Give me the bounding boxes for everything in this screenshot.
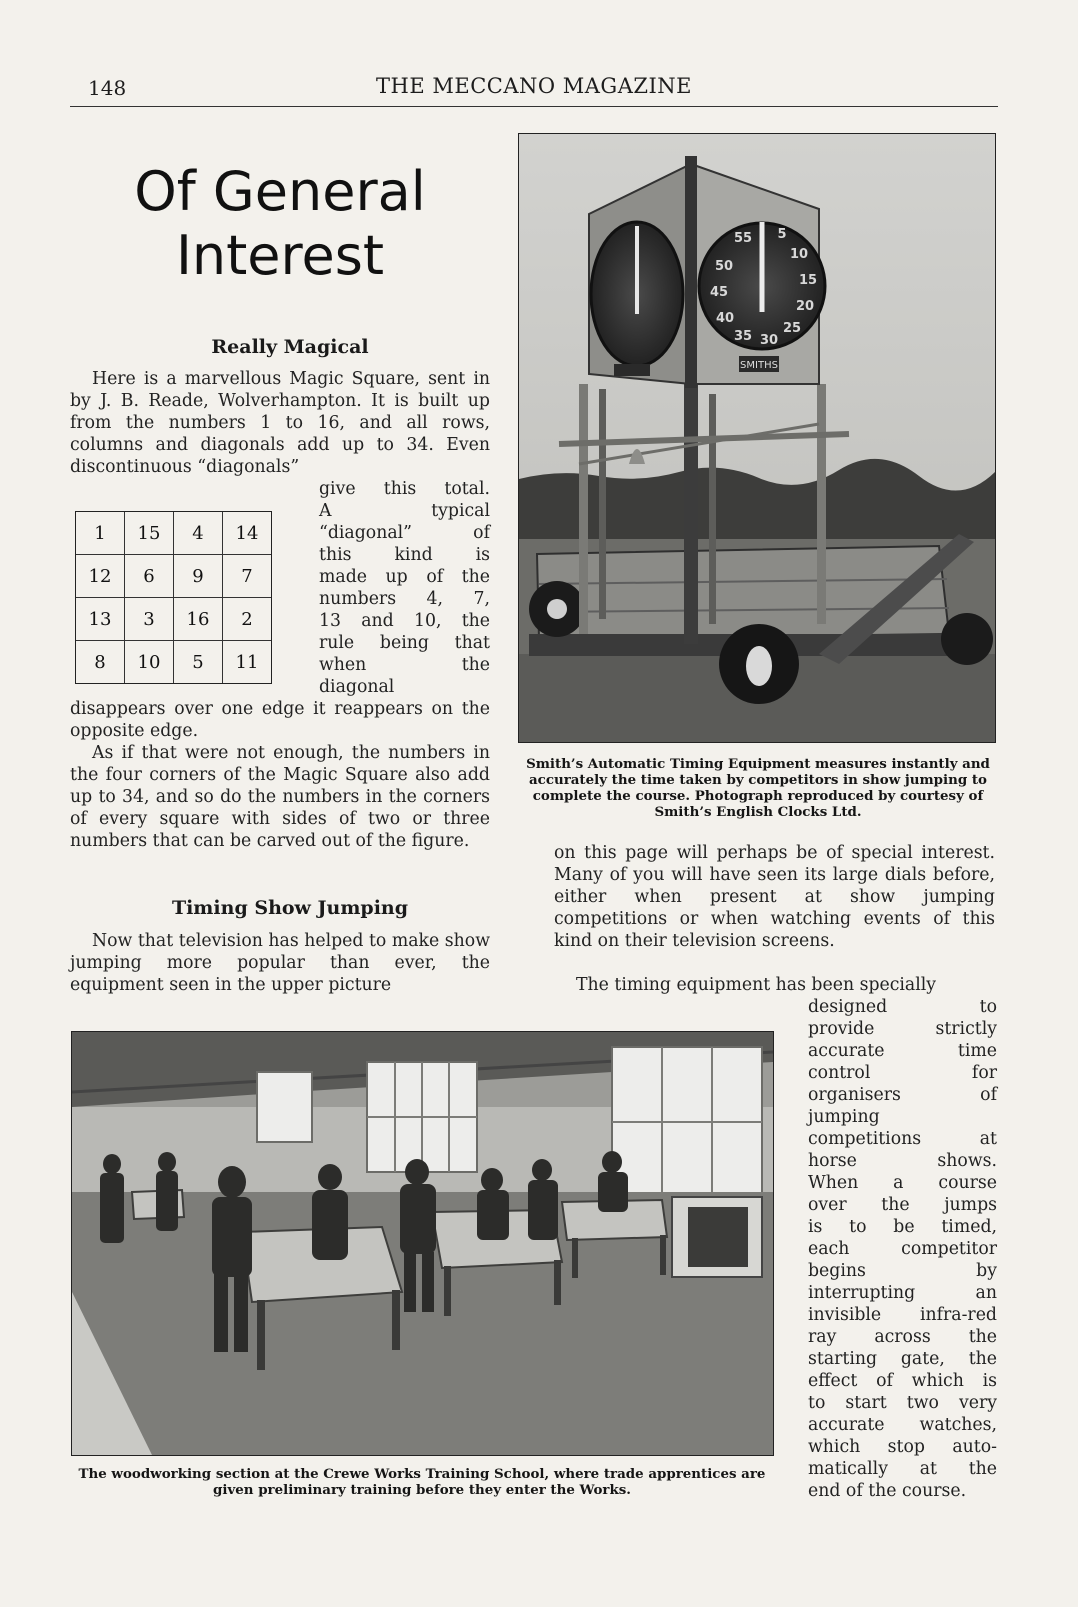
article-title-line-1: Of General (134, 160, 426, 223)
magic-square-side-line: diagonal (319, 677, 395, 697)
magic-square-side-line: made up of the (319, 567, 490, 587)
timing-equipment-photo (518, 133, 996, 743)
timing-narrow-column-line: jumping (808, 1107, 880, 1127)
dial-number: 10 (789, 247, 809, 262)
magic-square-side-line: 13 and 10, the (319, 611, 490, 631)
timing-narrow-column-line: starting gate, the (808, 1349, 997, 1369)
magic-square-cell: 8 (76, 641, 125, 684)
timing-narrow-column-line: matically at the (808, 1459, 997, 1479)
timing-narrow-column-line: invisible infra-red (808, 1305, 997, 1325)
timing-narrow-column-line: each competitor (808, 1239, 997, 1259)
timing-narrow-column-line: over the jumps (808, 1195, 997, 1215)
page-number: 148 (88, 76, 127, 100)
running-header (70, 72, 998, 102)
magic-square-side-line: when the (319, 655, 490, 675)
timing-narrow-column-line: is to be timed, (808, 1217, 997, 1237)
magic-square-cell: 6 (125, 555, 174, 598)
woodworking-photo-caption: The woodworking section at the Crewe Works Training School, where trade apprentices are given preliminary training before they enter the Works. (78, 1466, 766, 1498)
dial-number: 55 (733, 231, 753, 246)
magic-square-cell: 16 (174, 598, 223, 641)
dial-number: 25 (782, 321, 802, 336)
dial-number: 30 (759, 333, 779, 348)
timing-narrow-column-line: accurate time (808, 1041, 997, 1061)
timing-narrow-column-line: control for (808, 1063, 997, 1083)
dial-number: 35 (733, 329, 753, 344)
magic-square-row (76, 598, 272, 641)
timing-narrow-column (808, 996, 997, 1502)
sign-text: SMITHS (740, 360, 778, 371)
dial-number: 50 (714, 259, 734, 274)
article-title (72, 160, 488, 288)
timing-narrow-column-line: accurate watches, (808, 1415, 997, 1435)
dial-number: 15 (798, 273, 818, 288)
magic-square-cell: 12 (76, 555, 125, 598)
section-heading-timing-show-jumping: Timing Show Jumping (171, 897, 409, 919)
magic-square-row (76, 512, 272, 555)
magic-square-cell: 4 (174, 512, 223, 555)
timing-narrow-column-line: to start two very (808, 1393, 997, 1413)
magic-square-paragraph-end: disappears over one edge it reappears on the opposite edge. (70, 699, 490, 741)
timing-paragraph-start: Now that television has helped to make show jumping more popular than ever, the equipment seen in the upper picture (70, 931, 490, 995)
timing-narrow-column-line: provide strictly (808, 1019, 997, 1039)
magic-square-cell: 7 (223, 555, 272, 598)
timing-narrow-column-line: organisers of (808, 1085, 997, 1105)
magic-square-cell: 11 (223, 641, 272, 684)
corners-paragraph: As if that were not enough, the numbers in the four corners of the Magic Square also add up to 34, and so do the numbers in the corners of every square with sides of two or three numbers that can be carved out of the figure. (70, 743, 490, 851)
magic-square-row (76, 641, 272, 684)
magic-square-table (75, 511, 272, 684)
dial-number: 40 (715, 311, 735, 326)
timing-equipment-illustration (519, 134, 995, 742)
magic-square-side-line: give this total. (319, 479, 490, 499)
magazine-title: THE MECCANO MAGAZINE (376, 74, 692, 98)
timing-narrow-column-line: begins by (808, 1261, 997, 1281)
magic-square-cell: 5 (174, 641, 223, 684)
timing-narrow-column-line: effect of which is (808, 1371, 997, 1391)
magic-square-cell: 14 (223, 512, 272, 555)
timing-narrow-column-line: When a course (808, 1173, 997, 1193)
magic-square-cell: 10 (125, 641, 174, 684)
magic-square-side-line: rule being that (319, 633, 490, 653)
dial-number: 5 (777, 227, 787, 242)
section-heading-really-magical: Really Magical (211, 336, 369, 358)
magic-square-side-line: “diagonal” of (319, 523, 490, 543)
timing-paragraph-continued: on this page will perhaps be of special interest. Many of you will have seen its large dials before, either when present at show jumping competitions or when watching events of this kind on their television screens. (554, 843, 995, 951)
timing-narrow-column-line: which stop auto- (808, 1437, 997, 1457)
magic-square-side-line: numbers 4, 7, (319, 589, 490, 609)
magic-square-cell: 2 (223, 598, 272, 641)
timing-narrow-column-line: interrupting an (808, 1283, 997, 1303)
magic-square-cell: 3 (125, 598, 174, 641)
timing-narrow-column-line: designed to (808, 997, 997, 1017)
dial-number: 20 (795, 299, 815, 314)
dial-number: 45 (709, 285, 729, 300)
timing-narrow-column-line: horse shows. (808, 1151, 997, 1171)
timing-narrow-column-line: ray across the (808, 1327, 997, 1347)
magic-square-side-text (319, 478, 490, 698)
magic-square-side-line: this kind is (319, 545, 490, 565)
woodworking-photo (71, 1031, 774, 1456)
timing-narrow-column-line: competitions at (808, 1129, 997, 1149)
magic-square-row (76, 555, 272, 598)
timing-paragraph-2-first-line: The timing equipment has been specially (576, 975, 937, 995)
woodworking-illustration (72, 1032, 773, 1455)
timing-narrow-column-line: end of the course. (808, 1481, 967, 1501)
magic-square-cell: 13 (76, 598, 125, 641)
header-rule (70, 106, 998, 107)
magic-square-cell: 15 (125, 512, 174, 555)
timing-photo-caption: Smith’s Automatic Timing Equipment measures instantly and accurately the time taken by competitors in show jumping to complete the course. Photograph reproduced by courtesy of Smith’s English Clocks Ltd. (526, 756, 990, 820)
magic-square-paragraph: Here is a marvellous Magic Square, sent in by J. B. Reade, Wolverhampton. It is built up from the numbers 1 to 16, and all rows, columns and diagonals add up to 34. Even discontinuous “diagonals” (70, 369, 490, 477)
magic-square-cell: 9 (174, 555, 223, 598)
article-title-line-2: Interest (175, 224, 385, 287)
magic-square-cell: 1 (76, 512, 125, 555)
magic-square-side-line: A typical (319, 501, 490, 521)
